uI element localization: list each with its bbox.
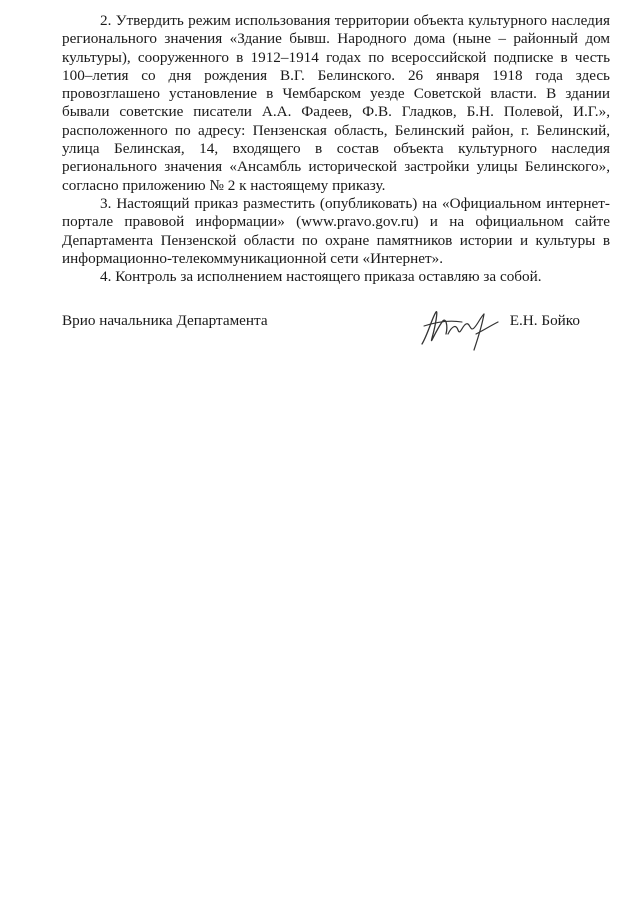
paragraph-3: 3. Настоящий приказ разместить (опубликовать) на «Официальном интернет-портале правовой информации» (www.pravo.gov.ru) и на официальном сайте Департамента Пензенской области по охране памятников истории и культуры в информационно-телекоммуникационной сети «Интернет». [62, 194, 610, 267]
paragraph-4: 4. Контроль за исполнением настоящего приказа оставляю за собой. [100, 268, 542, 286]
signatory-name: Е.Н. Бойко [509, 312, 580, 329]
signatory-position: Врио начальника Департамента [62, 312, 268, 329]
paragraph-2: 2. Утвердить режим использования территории объекта культурного наследия регионального значения «Здание бывш. Народного дома (ныне – районный дом культуры), сооруженного в 1912–1914 годах по всероссийской подписке в честь 100–летия со дня рождения В.Г. Белинского. 26 января 1918 года здесь провозглашено установление в Чембарском уезде Советской власти. В здании бывали советские писатели А.А. Фадеев, Ф.В. Гладков, Б.Н. Полевой, И.Г.», расположенного по адресу: Пензенская область, Белинский район, г. Белинский, улица Белинская, 14, входящего в состав объекта культурного наследия регионального значения «Ансамбль исторической застройки улицы Белинского», согласно приложению № 2 к настоящему приказу. [62, 12, 610, 194]
signature-icon [414, 304, 510, 354]
signature-block [62, 304, 610, 364]
document-body [62, 12, 610, 286]
